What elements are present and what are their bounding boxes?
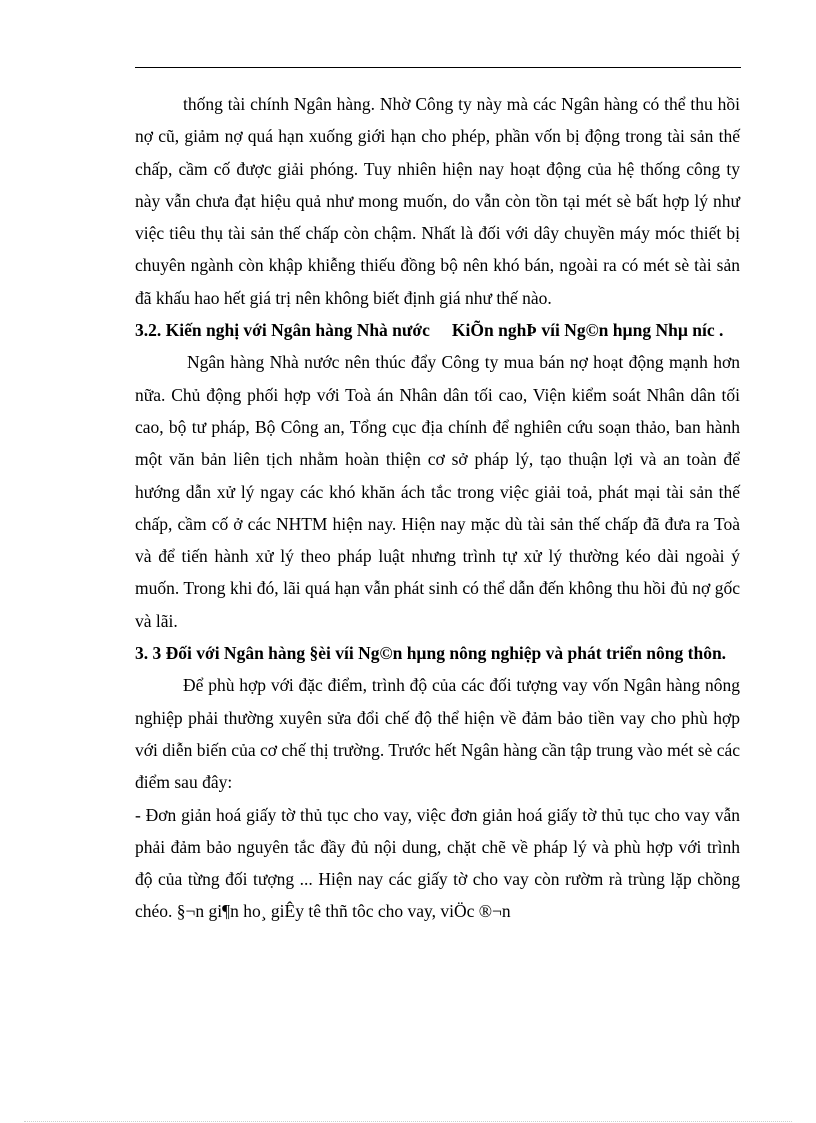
heading-garbled-text: KiÕn nghÞ víi Ng©n hµng Nhµ níc <box>451 320 715 341</box>
paragraph-state-bank: Ngân hàng Nhà nước nên thúc đẩy Công ty mua bán nợ hoạt động mạnh hơn nữa. Chủ động phối hợp với Toà án Nhân dân tối cao, Viện kiểm soát Nhân dân tối cao, bộ tư pháp, Bộ Công an, Tổng cục địa chính để nghiên cứu soạn thảo, ban hành một văn bản liên tịch nhằm hoàn thiện cơ sở pháp lý, tạo thuận lợi và an toàn để hướng dẫn xử lý ngay các khó khăn ách tắc trong việc giải toả, phát mại tài sản thế chấp, cầm cố ở các NHTM hiện nay. Hiện nay mặc dù tài sản thế chấp đã đưa ra Toà và để tiến hành xử lý theo pháp luật nhưng trình tự xử lý thường kéo dài ngoài ý muốn. Trong khi đó, lãi quá hạn vẫn phát sinh có thể dẫn đến không thu hồi đủ nợ gốc và lãi. <box>135 352 740 631</box>
page-bottom-border <box>24 1121 792 1122</box>
heading-main-text: 3.2. Kiến nghị với Ngân hàng Nhà nước <box>135 320 430 341</box>
heading-agri-bank <box>135 637 740 669</box>
document-body <box>135 88 740 928</box>
paragraph-agri-bank: Để phù hợp với đặc điểm, trình độ của các đối tượng vay vốn Ngân hàng nông nghiệp phải thường xuyên sửa đổi chế độ thể hiện về đảm bảo tiền vay cho phù hợp với diễn biến của cơ chế thị trường. Trước hết Ngân hàng cần tập trung vào mét sè các điểm sau đây: <box>135 675 740 793</box>
heading-garbled-text: §èi víi Ng©n hµng <box>309 643 445 664</box>
header-rule <box>135 67 741 68</box>
list-item-simplify-procedures <box>135 799 740 928</box>
heading-recommend-state-bank <box>135 314 740 346</box>
paragraph-bank-system: thống tài chính Ngân hàng. Nhờ Công ty này mà các Ngân hàng có thể thu hồi nợ cũ, giảm nợ quá hạn xuống giới hạn cho phép, phần vốn bị động trong tài sản thế chấp, cầm cố được giải phóng. Tuy nhiên hiện nay hoạt động của hệ thống công ty này vẫn chưa đạt hiệu quả như mong muốn, do vẫn còn tồn tại mét sè bất hợp lý như việc tiêu thụ tài sản thế chấp còn chậm. Nhất là đối với dây chuyền máy móc thiết bị chuyên ngành còn khập khiễng thiếu đồng bộ nên khó bán, ngoài ra có mét sè tài sản đã khấu hao hết giá trị nên không biết định giá như thế nào. <box>135 94 740 308</box>
list-item-garbled-text: §¬n gi¶n ho¸ giÊy tê thñ tôc cho vay, viÖc ®¬n <box>176 901 511 922</box>
heading-main-text: 3. 3 Đối với Ngân hàng <box>135 643 306 664</box>
heading-period: . <box>719 320 724 341</box>
heading-tail-text: nông nghiệp và phát triển nông thôn. <box>449 643 727 664</box>
list-item-text: - Đơn giản hoá giấy tờ thủ tục cho vay, việc đơn giản hoá giấy tờ thủ tục cho vay vẫn phải đảm bảo nguyên tắc đầy đủ nội dung, chặt chẽ về pháp lý và phù hợp với trình độ của từng đối tượng ... Hiện nay các giấy tờ cho vay còn rườm rà trùng lặp chồng chéo. <box>135 804 740 922</box>
